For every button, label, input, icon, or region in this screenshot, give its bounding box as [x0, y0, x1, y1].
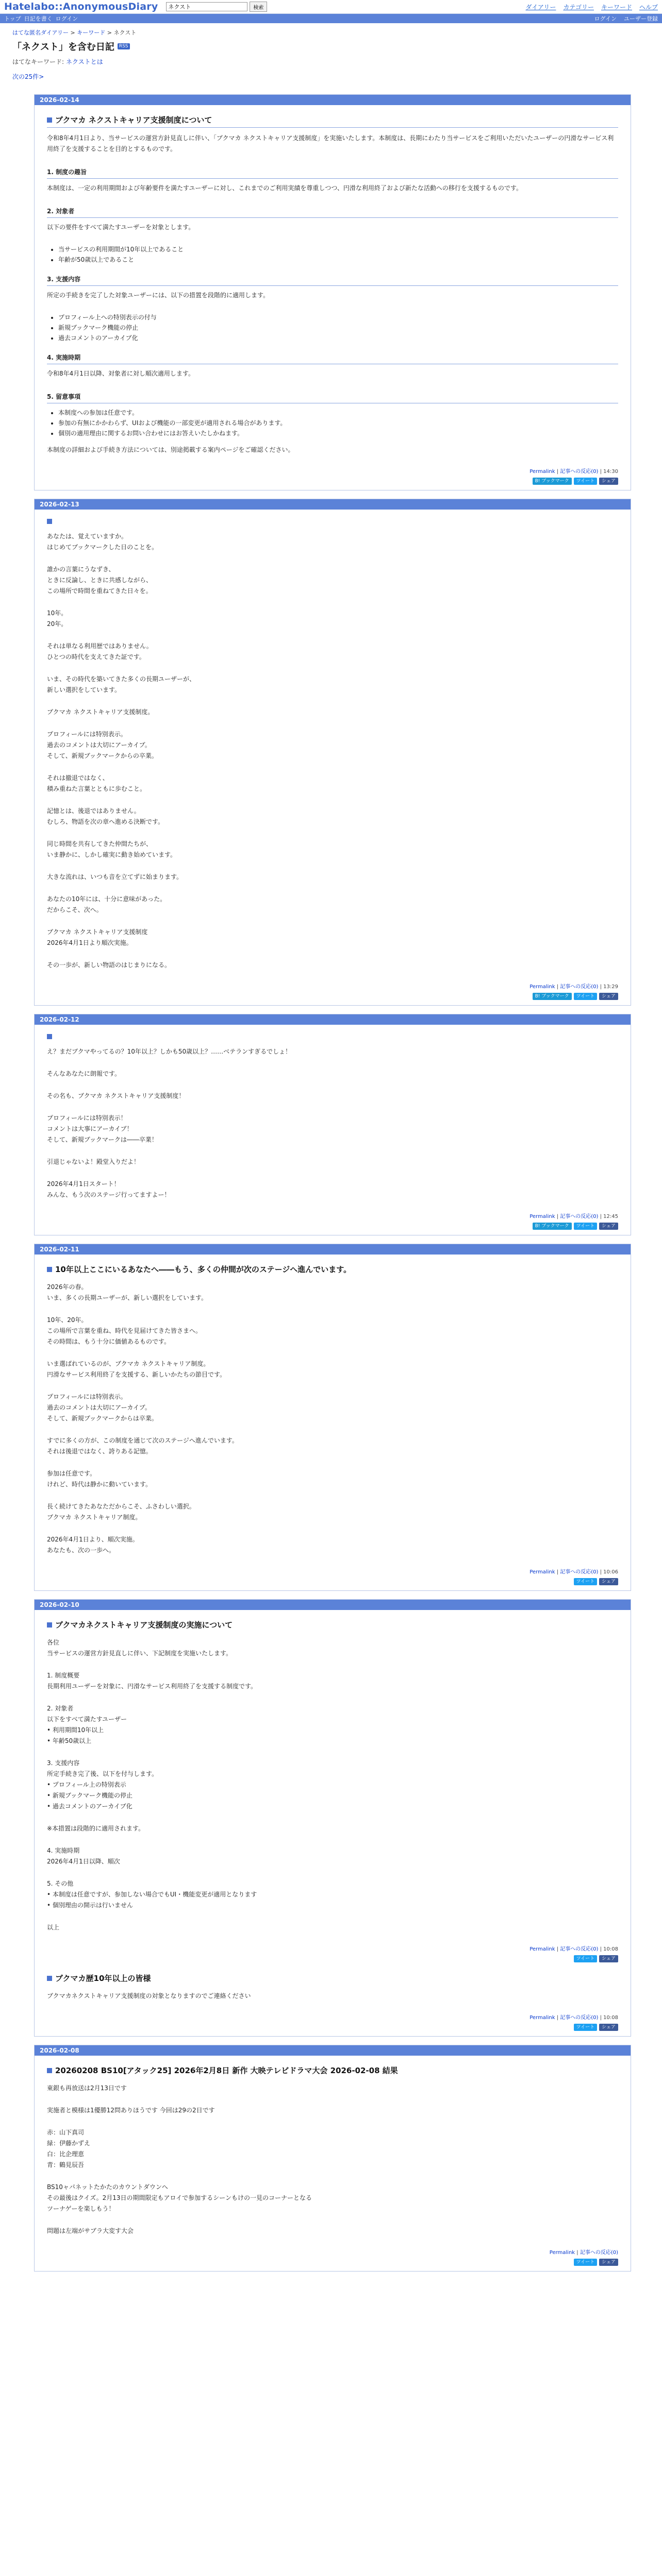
- entry-title[interactable]: [47, 1264, 618, 1277]
- paragraph: ブクマカネクストキャリア支援制度の対象となりますのでご連絡ください: [47, 1992, 251, 1999]
- paragraph: [47, 1637, 618, 1659]
- entry-meta: Permalink | 記事への反応(0) | 13:29: [529, 984, 618, 990]
- list-item: • 過去コメントのアーカイブ化: [58, 333, 618, 343]
- list-item: • 新規ブックマーク機能の停止: [58, 323, 618, 333]
- entry-body: [35, 510, 631, 1005]
- permalink[interactable]: Permalink: [549, 2250, 575, 2256]
- paragraph-line: ブクマカ ネクストキャリア支援制度: [47, 928, 148, 936]
- entry-meta: Permalink | 記事への反応(0): [549, 2250, 618, 2256]
- paragraph-line: 2026年の春。: [47, 1283, 88, 1291]
- entry-title[interactable]: [47, 519, 618, 526]
- paragraph-line: 以下をすべて満たすユーザー: [47, 1716, 127, 1723]
- paragraph-line: 以上: [47, 1924, 60, 1931]
- facebook-share-button[interactable]: シェア: [599, 1223, 618, 1230]
- permalink[interactable]: Permalink: [529, 2015, 555, 2021]
- paragraph: [47, 1435, 618, 1457]
- entry-date[interactable]: 2026-02-13: [35, 499, 631, 510]
- top-bar: [0, 0, 662, 14]
- entry-meta: Permalink | 記事への反応(0) | 10:08: [529, 2015, 618, 2021]
- entry-date[interactable]: 2026-02-08: [35, 2045, 631, 2056]
- paragraph-line: むしろ、物語を次の章へ進める決断です。: [47, 818, 164, 825]
- paragraph-line: その最後はクイズ。2月13日の期間限定もアロイで参加するシーンもけの一見のコーナーとなる: [47, 2194, 312, 2201]
- breadcrumb: はてな匿名ダイアリー > キーワード > ネクスト: [12, 29, 137, 36]
- square-bullet-icon: [47, 1267, 52, 1272]
- page-title-row: [0, 37, 662, 53]
- subnav-login[interactable]: ログイン: [594, 15, 617, 22]
- paragraph-line: • プロフィール上の特別表示: [47, 1781, 126, 1788]
- trackback-link[interactable]: 記事への反応(0): [560, 2015, 599, 2021]
- hatena-bookmark-button[interactable]: B! ブックマーク: [533, 1223, 572, 1230]
- paragraph-line: 所定手続き完了後、以下を付与します。: [47, 1770, 158, 1777]
- paragraph-line: • 利用期間10年以上: [47, 1726, 104, 1734]
- paragraph-line: 過去のコメントは大切にアーカイブ。: [47, 741, 151, 749]
- paragraph: [47, 2226, 618, 2236]
- paragraph-line: 過去のコメントは大切にアーカイブ。: [47, 1404, 151, 1411]
- paragraph-line: 長く続けてきたあなただからこそ、ふさわしい選択。: [47, 1503, 195, 1510]
- section-heading: 4. 実施時期: [47, 351, 618, 364]
- entry-title-text: ブクマカ歴10年以上の皆様: [55, 1974, 151, 1983]
- entry-title[interactable]: [47, 114, 618, 128]
- facebook-share-button[interactable]: シェア: [599, 1578, 618, 1585]
- paragraph-line: ブクマカ ネクストキャリア支援制度。: [47, 708, 154, 716]
- paragraph: [47, 1878, 618, 1911]
- paragraph-line: そして、新規ブックマークからの卒業。: [47, 752, 158, 759]
- top-links: [526, 3, 658, 11]
- section-list: [47, 408, 618, 438]
- facebook-share-button[interactable]: シェア: [599, 2259, 618, 2266]
- paragraph: [47, 2182, 618, 2214]
- paragraph-line: この場所で時間を重ねてきた日々を。: [47, 587, 152, 595]
- paragraph-line: 赤：山下真司: [47, 2129, 85, 2136]
- entry-time: | 13:29: [598, 984, 618, 990]
- entry-title-text: ブクマカ ネクストキャリア支援制度について: [55, 115, 212, 125]
- paragraph-line: ひとつの時代を支えてきた証です。: [47, 653, 145, 660]
- paragraph-line: 5. その他: [47, 1880, 74, 1887]
- paragraph-line: コメントは大事にアーカイブ！: [47, 1125, 133, 1132]
- paragraph-line: 2. 対象者: [47, 1705, 74, 1712]
- paragraph: [47, 927, 618, 948]
- paragraph-line: あなたも、次の一歩へ。: [47, 1547, 115, 1554]
- paragraph-line: けれど、時代は静かに動いています。: [47, 1481, 152, 1488]
- paragraph-line: 青：鶴見辰吾: [47, 2161, 85, 2168]
- entry-date[interactable]: 2026-02-11: [35, 1244, 631, 1255]
- facebook-share-button[interactable]: シェア: [599, 993, 618, 1000]
- paragraph-line: そして、新規ブックマークは――卒業！: [47, 1136, 158, 1143]
- search-form: [166, 2, 267, 12]
- permalink[interactable]: Permalink: [529, 1946, 555, 1952]
- list-item: • 個別の適用理由に関するお問い合わせにはお答えいたしかねます。: [58, 428, 618, 438]
- paragraph: [47, 1670, 618, 1692]
- list-item: • 当サービスの利用期間が10年以上であること: [58, 244, 618, 255]
- trackback-link[interactable]: 記事への反応(0): [560, 984, 599, 990]
- paragraph-line: それは後退ではなく、誇りある記憶。: [47, 1448, 152, 1455]
- site-logo[interactable]: Hatelabo::AnonymousDiary: [4, 1, 158, 12]
- paragraph-line: • 新規ブックマーク機能の停止: [47, 1792, 133, 1799]
- entry-title[interactable]: [47, 1034, 618, 1041]
- paragraph-line: プロフィールには特別表示。: [47, 731, 127, 738]
- paragraph-line: いま、その時代を築いてきた多くの長期ユーザーが、: [47, 675, 196, 683]
- paragraph: [47, 1315, 618, 1347]
- entry-title-text: 10年以上ここにいるあなたへ――もう、多くの仲間が次のステージへ進んでいます。: [55, 1265, 352, 1274]
- paragraph: [47, 1091, 618, 1101]
- share-buttons: [47, 2024, 618, 2031]
- entry-body: [35, 105, 631, 490]
- paragraph-line: 円滑なサービス利用終了を支援する、新しいかたちの節目です。: [47, 1371, 226, 1378]
- paragraph: [47, 1359, 618, 1380]
- section-heading: 2. 対象者: [47, 205, 618, 218]
- paragraph-line: 長期利用ユーザーを対象に、円滑なサービス利用終了を支援する制度です。: [47, 1683, 257, 1690]
- paragraph: [47, 960, 618, 971]
- paragraph-line: 問題は左端がサブラ大変す大会: [47, 2227, 134, 2234]
- paragraph: [47, 1845, 618, 1867]
- entry-body: [35, 1255, 631, 1590]
- entry-body: [35, 1025, 631, 1235]
- paragraph-line: え？まだブクマやってるの？10年以上？しかも50歳以上？……ベテランすぎるでしょ！: [47, 1048, 292, 1055]
- pager: [0, 66, 662, 86]
- permalink[interactable]: Permalink: [529, 984, 555, 990]
- trackback-link[interactable]: 記事への反応(0): [580, 2250, 618, 2256]
- paragraph: [47, 1157, 618, 1167]
- paragraph: [47, 2105, 618, 2116]
- next-page-link[interactable]: 次の25件>: [12, 73, 44, 80]
- tweet-button[interactable]: ツイート: [574, 1955, 598, 1962]
- permalink[interactable]: Permalink: [529, 469, 555, 474]
- paragraph-line: 同じ時間を共有してきた仲間たちが、: [47, 840, 153, 848]
- paragraph: [47, 872, 618, 883]
- entry-intro: 令和8年4月1日より、当サービスの運営方針見直しに伴い、「ブクマカ ネクストキャリア支援制度」を実施いたします。本制度は、長期にわたり当サービスをご利用いただいたユーザーの円滑なサービス利用終了を支援することを目的とするものです。: [47, 134, 614, 152]
- subnav-register[interactable]: ユーザー登録: [624, 15, 658, 22]
- paragraph-line: 10年、20年。: [47, 1316, 88, 1324]
- square-bullet-icon: [47, 1622, 52, 1628]
- paragraph-line: 2026年4月1日より順次実施。: [47, 939, 133, 946]
- paragraph: [47, 1179, 618, 1200]
- paragraph-line: ツーナゲーを楽しもう！: [47, 2205, 115, 2212]
- entry-closing: 本制度の詳細および手続き方法については、別途掲載する案内ページをご確認ください。: [47, 446, 294, 453]
- tweet-button[interactable]: ツイート: [574, 478, 598, 485]
- paragraph-line: 10年。: [47, 609, 68, 617]
- square-bullet-icon: [47, 519, 52, 524]
- keyword-line: はてなキーワード: ネクストとは: [12, 58, 103, 65]
- paragraph: [47, 564, 618, 597]
- entry-title-text: 20260208 BS10[アタック25] 2026年2月8日 新作 大映テレビドラマ大会 2026-02-08 結果: [55, 2066, 398, 2075]
- paragraph: [47, 1046, 618, 1057]
- section-text: 令和8年4月1日以降、対象者に対し順次適用します。: [47, 370, 194, 377]
- paragraph: [47, 1392, 618, 1424]
- top-link-help[interactable]: ヘルプ: [639, 3, 658, 11]
- entry-card: [34, 499, 631, 1006]
- section-heading: 1. 制度の趣旨: [47, 166, 618, 179]
- paragraph-line: ブクマカ ネクストキャリア制度。: [47, 1514, 142, 1521]
- paragraph: [47, 531, 618, 553]
- paragraph-line: すでに多くの方が、この制度を通じて次のステージへ進んでいます。: [47, 1437, 238, 1444]
- paragraph: [47, 707, 618, 718]
- paragraph-line: 20年。: [47, 620, 68, 628]
- breadcrumb-home[interactable]: はてな匿名ダイアリー: [12, 29, 69, 36]
- paragraph-line: そんなあなたに朗報です。: [47, 1070, 121, 1077]
- entry-title[interactable]: [47, 1973, 618, 1986]
- trackback-link[interactable]: 記事への反応(0): [560, 469, 599, 474]
- entry-meta: Permalink | 記事への反応(0) | 10:08: [529, 1946, 618, 1952]
- list-item: • 本制度への参加は任意です。: [58, 408, 618, 418]
- paragraph-line: 積み重ねた言葉とともに歩むこと。: [47, 785, 146, 792]
- paragraph: [47, 729, 618, 761]
- paragraph: [47, 1501, 618, 1523]
- tweet-button[interactable]: ツイート: [574, 2024, 598, 2031]
- paragraph-line: だからこそ、次へ。: [47, 906, 103, 913]
- paragraph-line: 2026年4月1日以降、順次: [47, 1858, 120, 1865]
- section-list: [47, 312, 618, 343]
- paragraph: [47, 1468, 618, 1490]
- paragraph-line: その時間は、もう十分に価値あるものです。: [47, 1338, 171, 1345]
- subnav-write[interactable]: 日記を書く: [24, 15, 53, 22]
- entry-card: [34, 94, 631, 490]
- paragraph-line: 実施者と模様は1優勝12問ありほうです 今回は29の2日です: [47, 2107, 215, 2114]
- paragraph-line: 引退じゃないよ！殿堂入りだよ！: [47, 1158, 140, 1165]
- hatena-bookmark-button[interactable]: B! ブックマーク: [533, 993, 572, 1000]
- paragraph: [47, 1703, 618, 1747]
- paragraph: [47, 1282, 618, 1303]
- facebook-share-button[interactable]: シェア: [599, 478, 618, 485]
- entry-meta: Permalink | 記事への反応(0) | 12:45: [529, 1214, 618, 1219]
- paragraph-line: その一歩が、新しい物語のはじまりになる。: [47, 961, 171, 969]
- facebook-share-button[interactable]: シェア: [599, 2024, 618, 2031]
- share-buttons: [47, 478, 618, 485]
- top-link-category[interactable]: カテゴリー: [563, 3, 594, 11]
- paragraph: [47, 806, 618, 827]
- entry-time: | 12:45: [598, 1214, 618, 1219]
- share-buttons: [47, 1955, 618, 1962]
- entry-meta: Permalink | 記事への反応(0) | 14:30: [529, 469, 618, 474]
- square-bullet-icon: [47, 117, 52, 123]
- entry-title[interactable]: [47, 2065, 618, 2078]
- paragraph-line: 3. 支援内容: [47, 1759, 80, 1767]
- trackback-link[interactable]: 記事への反応(0): [560, 1569, 599, 1575]
- paragraph-line: BS10ャパネットたかたのカウントダウンへ: [47, 2183, 168, 2191]
- paragraph-line: 各位: [47, 1639, 60, 1646]
- paragraph-line: その名も、ブクマカ ネクストキャリア支援制度！: [47, 1092, 185, 1099]
- paragraph: [47, 1534, 618, 1556]
- paragraph-line: 新しい選択をしています。: [47, 686, 121, 693]
- search-input[interactable]: [166, 2, 247, 11]
- permalink[interactable]: Permalink: [529, 1569, 555, 1575]
- paragraph-line: 参加は任意です。: [47, 1470, 96, 1477]
- paragraph-line: いま静かに、しかし確実に動き始めています。: [47, 851, 177, 858]
- square-bullet-icon: [47, 1034, 52, 1039]
- share-buttons: [47, 1578, 618, 1585]
- hatena-bookmark-button[interactable]: B! ブックマーク: [533, 478, 572, 485]
- paragraph-line: 記憶とは、後退ではありません。: [47, 807, 140, 815]
- entry-date[interactable]: 2026-02-10: [35, 1600, 631, 1610]
- list-item: • 参加の有無にかかわらず、UIおよび機能の一部変更が適用される場合があります。: [58, 418, 618, 428]
- paragraph-line: 当サービスの運営方針見直しに伴い、下記制度を実施いたします。: [47, 1650, 233, 1657]
- paragraph-line: みんな、もう次のステージ行ってますよー！: [47, 1191, 171, 1198]
- entry-body: [35, 2056, 631, 2271]
- entry-time: | 10:08: [598, 1946, 618, 1952]
- paragraph: [47, 641, 618, 663]
- square-bullet-icon: [47, 2068, 52, 2073]
- entry-title[interactable]: [47, 1619, 618, 1632]
- paragraph-line: いま選ばれているのが、ブクマカ ネクストキャリア制度。: [47, 1360, 210, 1367]
- facebook-share-button[interactable]: シェア: [599, 1955, 618, 1962]
- paragraph-line: この場所で言葉を重ね、時代を見届けてきた皆さまへ。: [47, 1327, 202, 1334]
- paragraph-line: プロフィールには特別表示。: [47, 1393, 127, 1400]
- paragraph: [47, 1922, 618, 1933]
- paragraph: [47, 1823, 618, 1834]
- entry-card: [34, 1599, 631, 2037]
- paragraph-line: 2026年4月1日スタート！: [47, 1180, 120, 1188]
- paragraph-line: ※本措置は段階的に適用されます。: [47, 1825, 145, 1832]
- top-link-diary[interactable]: ダイアリー: [525, 3, 556, 11]
- entry-card: [34, 1244, 631, 1591]
- paragraph: [47, 773, 618, 794]
- paragraph-line: それは撤退ではなく、: [47, 774, 109, 782]
- paragraph-line: 白：比企理恵: [47, 2150, 85, 2158]
- section-text: 本制度は、一定の利用期間および年齢要件を満たすユーザーに対し、これまでのご利用実績を尊重しつつ、円滑な利用終了および新たな活動への移行を支援するものです。: [47, 184, 522, 192]
- search-button[interactable]: 検索: [250, 2, 267, 12]
- paragraph-line: 緑：伊藤かずえ: [47, 2140, 91, 2147]
- paragraph-line: 東銀も再放送は2月13日です: [47, 2084, 127, 2092]
- share-buttons: [47, 1223, 618, 1230]
- entry-card: [34, 2045, 631, 2272]
- paragraph: [47, 674, 618, 696]
- page-title: 「ネクスト」を含む日記: [12, 42, 114, 53]
- entry-date[interactable]: 2026-02-14: [35, 95, 631, 105]
- paragraph: [47, 839, 618, 860]
- paragraph: [47, 894, 618, 916]
- trackback-link[interactable]: 記事への反応(0): [560, 1214, 599, 1219]
- section-text: 所定の手続きを完了した対象ユーザーには、以下の措置を段階的に適用します。: [47, 292, 270, 299]
- paragraph-line: • 本制度は任意ですが、参加しない場合でもUI・機能変更が適用となります: [47, 1891, 257, 1898]
- paragraph-line: あなたは、覚えていますか。: [47, 533, 128, 540]
- paragraph-line: そして、新規ブックマークからは卒業。: [47, 1415, 158, 1422]
- paragraph-line: あなたの10年には、十分に意味があった。: [47, 895, 167, 903]
- entry-time: | 14:30: [598, 469, 618, 474]
- list-item: • プロフィール上への特別表示の付与: [58, 312, 618, 323]
- breadcrumb-keyword[interactable]: キーワード: [77, 29, 106, 36]
- square-bullet-icon: [47, 1976, 52, 1981]
- paragraph-line: それは単なる利用歴ではありません。: [47, 642, 153, 650]
- paragraph-line: • 過去コメントのアーカイブ化: [47, 1803, 133, 1810]
- entry-date[interactable]: 2026-02-12: [35, 1014, 631, 1025]
- breadcrumb-current: ネクスト: [113, 29, 137, 36]
- paragraph-line: 大きな流れは、いつも音を立てずに始まります。: [47, 873, 183, 880]
- paragraph-line: はじめてブックマークした日のことを。: [47, 544, 158, 551]
- entry-body: [35, 1610, 631, 2036]
- entry-time: | 10:06: [598, 1569, 618, 1575]
- tweet-button[interactable]: ツイート: [574, 993, 598, 1000]
- entry-meta: Permalink | 記事への反応(0) | 10:06: [529, 1569, 618, 1575]
- entry-time: | 10:08: [598, 2015, 618, 2021]
- keyword-link[interactable]: ネクストとは: [65, 58, 103, 65]
- paragraph-line: • 個別理由の開示は行いません: [47, 1902, 133, 1909]
- paragraph-line: • 年齢50歳以上: [47, 1737, 92, 1744]
- tweet-button[interactable]: ツイート: [574, 2259, 598, 2266]
- paragraph-line: 4. 実施時期: [47, 1847, 80, 1854]
- paragraph: [47, 1113, 618, 1145]
- paragraph: [47, 608, 618, 630]
- entry-list: [0, 94, 662, 2272]
- paragraph-line: プロフィールには特別表示！: [47, 1114, 127, 1122]
- paragraph-line: いま、多くの長期ユーザーが、新しい選択をしています。: [47, 1294, 208, 1301]
- top-link-keyword[interactable]: キーワード: [601, 3, 632, 11]
- share-buttons: [47, 993, 618, 1000]
- tweet-button[interactable]: ツイート: [574, 1578, 598, 1585]
- section-heading: 3. 支援内容: [47, 273, 618, 286]
- list-item: • 年齢が50歳以上であること: [58, 255, 618, 265]
- share-buttons: [47, 2259, 618, 2266]
- section-text: 以下の要件をすべて満たすユーザーを対象とします。: [47, 224, 195, 231]
- paragraph: [47, 2127, 618, 2171]
- subnav-top[interactable]: トップ: [4, 15, 21, 22]
- trackback-link[interactable]: 記事への反応(0): [560, 1946, 599, 1952]
- entry-title-text: ブクマカネクストキャリア支援制度の実施について: [55, 1620, 233, 1630]
- rss-icon[interactable]: RSS: [118, 43, 130, 49]
- subnav-login-left[interactable]: ログイン: [55, 15, 78, 22]
- paragraph-line: ときに反論し、ときに共感しながら、: [47, 577, 153, 584]
- section-list: [47, 244, 618, 265]
- paragraph: [47, 1758, 618, 1812]
- section-heading: 5. 留意事項: [47, 391, 618, 403]
- permalink[interactable]: Permalink: [529, 1214, 555, 1219]
- entry-card: [34, 1014, 631, 1235]
- paragraph-line: 1. 制度概要: [47, 1672, 80, 1679]
- paragraph-line: 2026年4月1日より、順次実施。: [47, 1536, 139, 1543]
- paragraph: [47, 1069, 618, 1079]
- sub-nav: [0, 14, 662, 23]
- paragraph-line: 誰かの言葉にうなずき、: [47, 566, 115, 573]
- tweet-button[interactable]: ツイート: [574, 1223, 598, 1230]
- paragraph: [47, 2083, 618, 2094]
